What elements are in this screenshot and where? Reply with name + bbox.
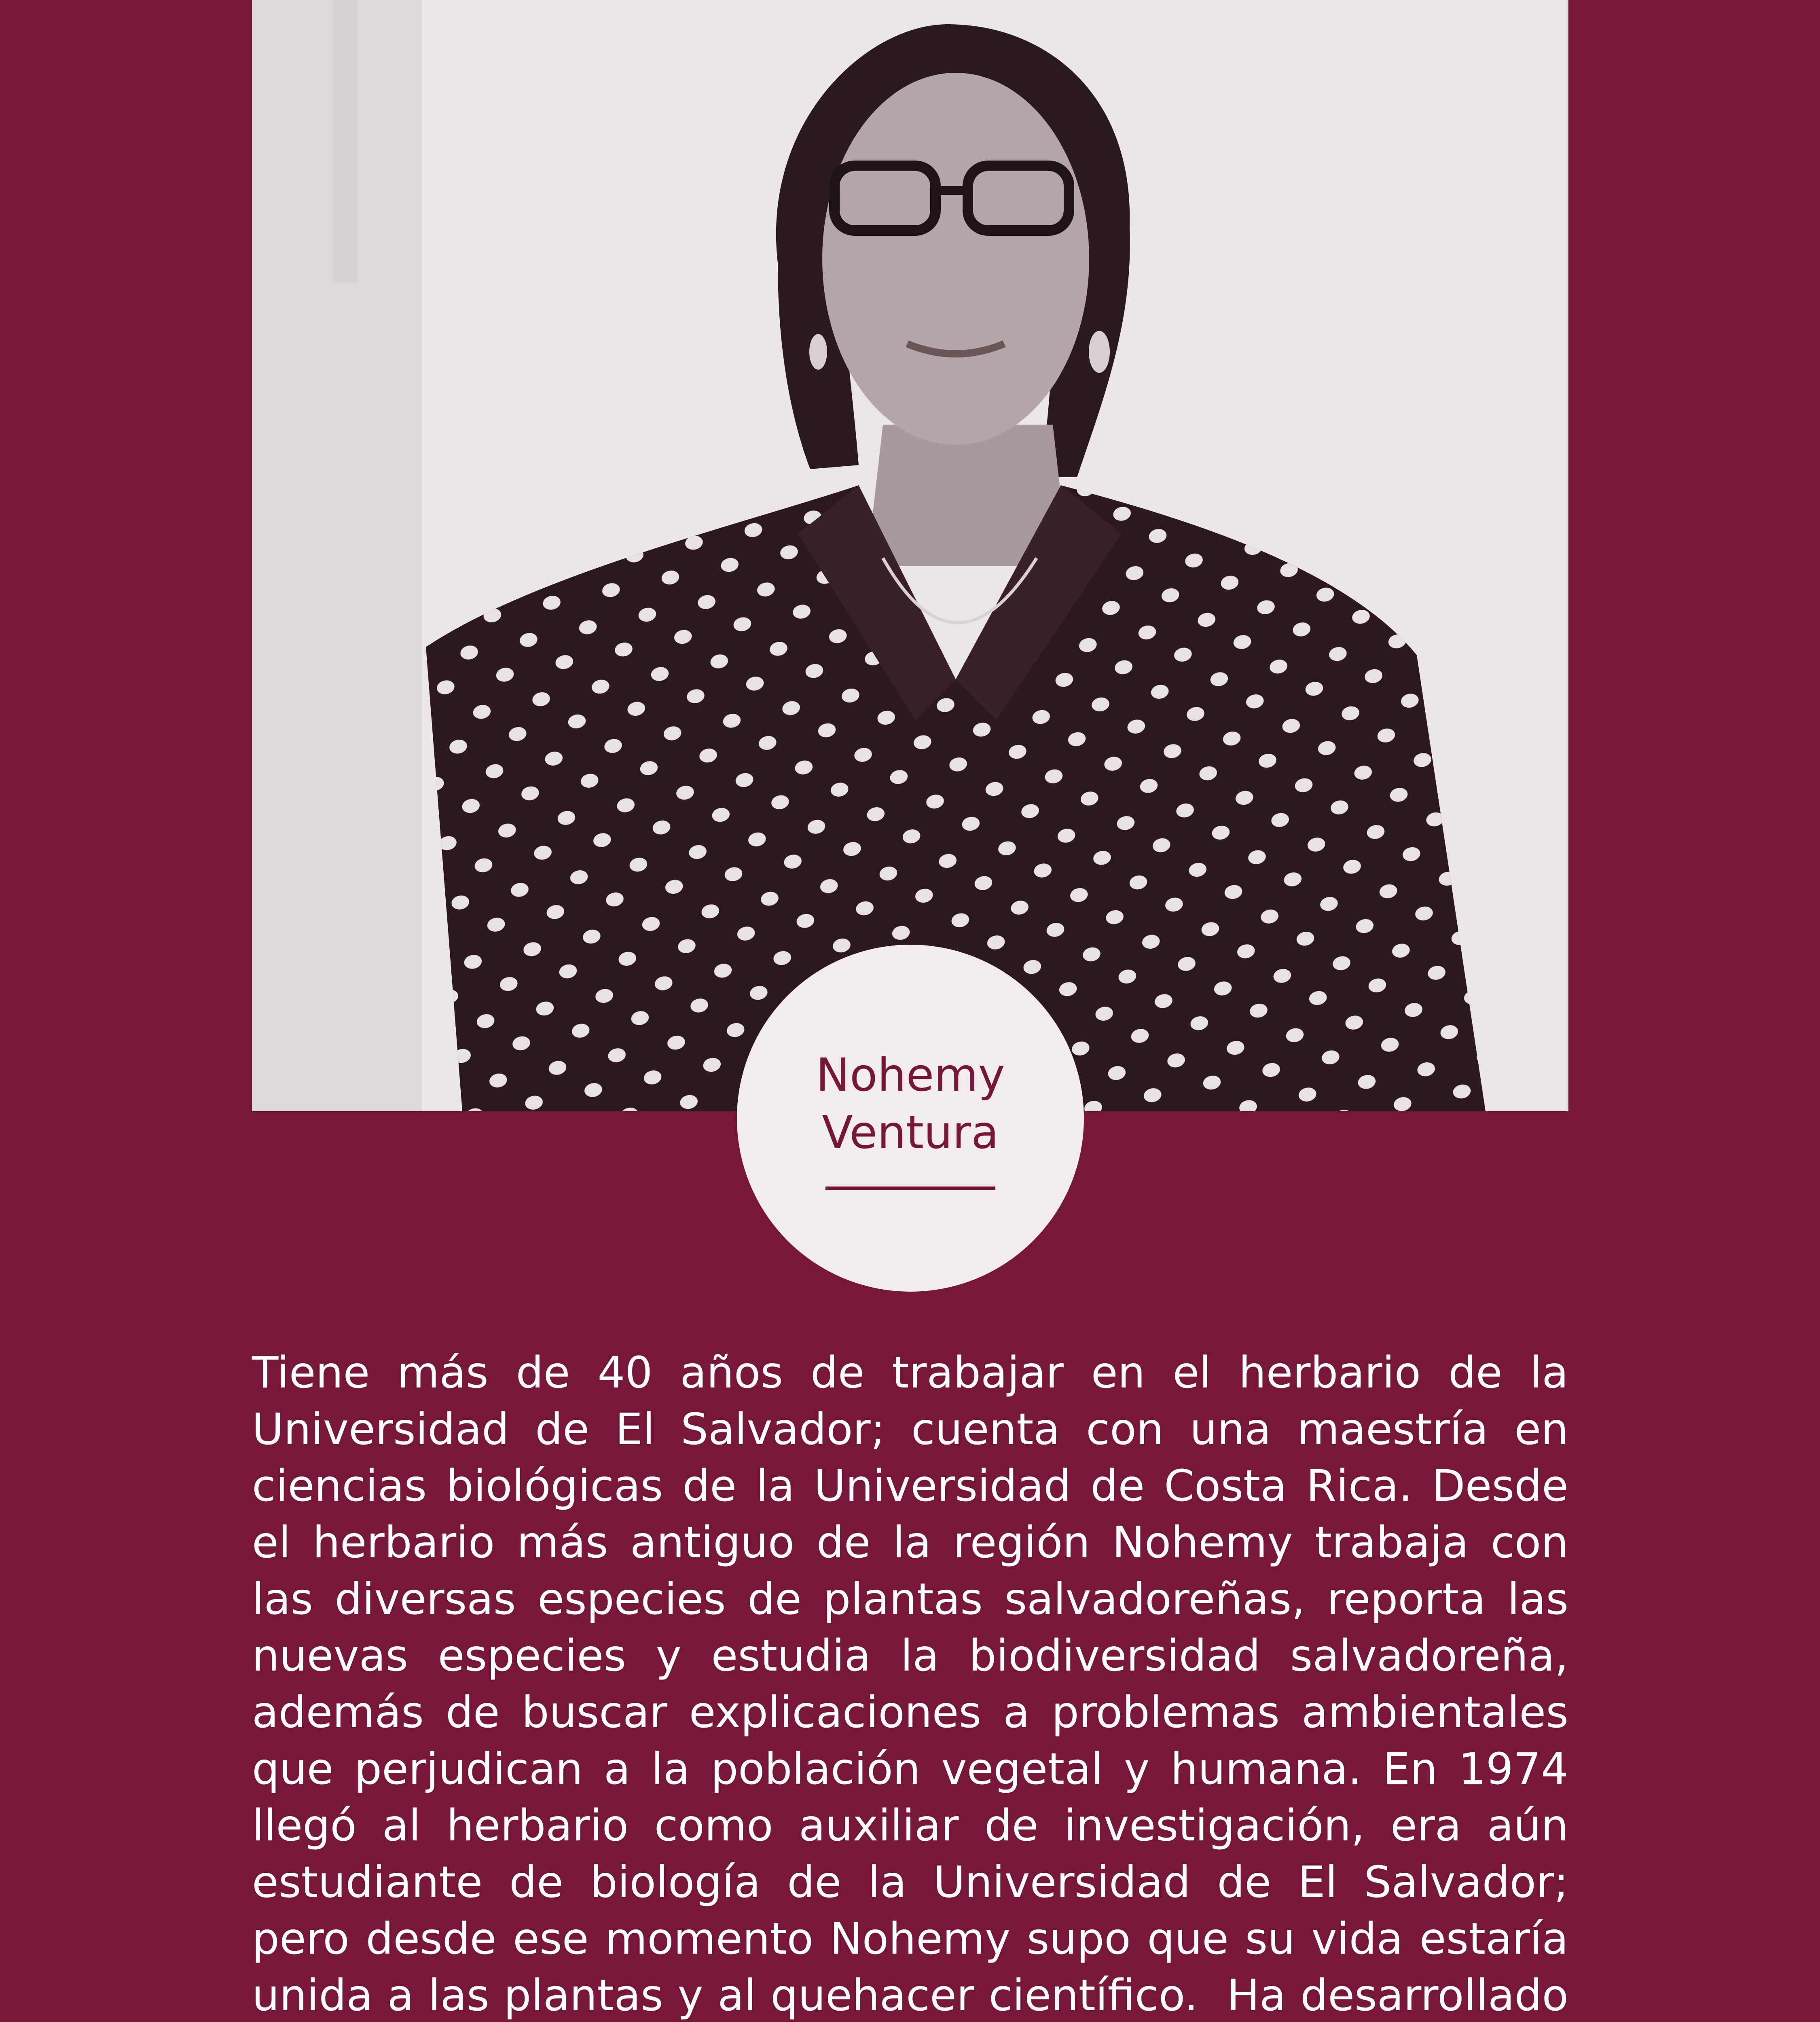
name-badge [737,945,1084,1292]
name-first: Nohemy [816,1049,1005,1102]
name-last: Ventura [822,1106,999,1159]
biography-text: Tiene más de 40 años de trabajar en el herbario de la Universidad de El Salvador; cuenta con una maestría en ciencias biológicas de la Universidad de Costa Rica. Desde el herbario más antiguo de la región Nohemy trabaja con las diversas especies de plantas salvadoreñas, reporta las nuevas especies y estudia la biodiversidad salvadoreña, además de buscar explicaciones a problemas ambientales que perjudican a la población vegetal y humana. En 1974 llegó al herbario como auxiliar de investigación, era aún estudiante de biología de la Universidad de El Salvador; pero desde ese momento Nohemy supo que su vida estaría unida a las plantas y al quehacer científico. Ha desarrollado [252,1348,1568,2021]
name-underline [825,1187,995,1190]
